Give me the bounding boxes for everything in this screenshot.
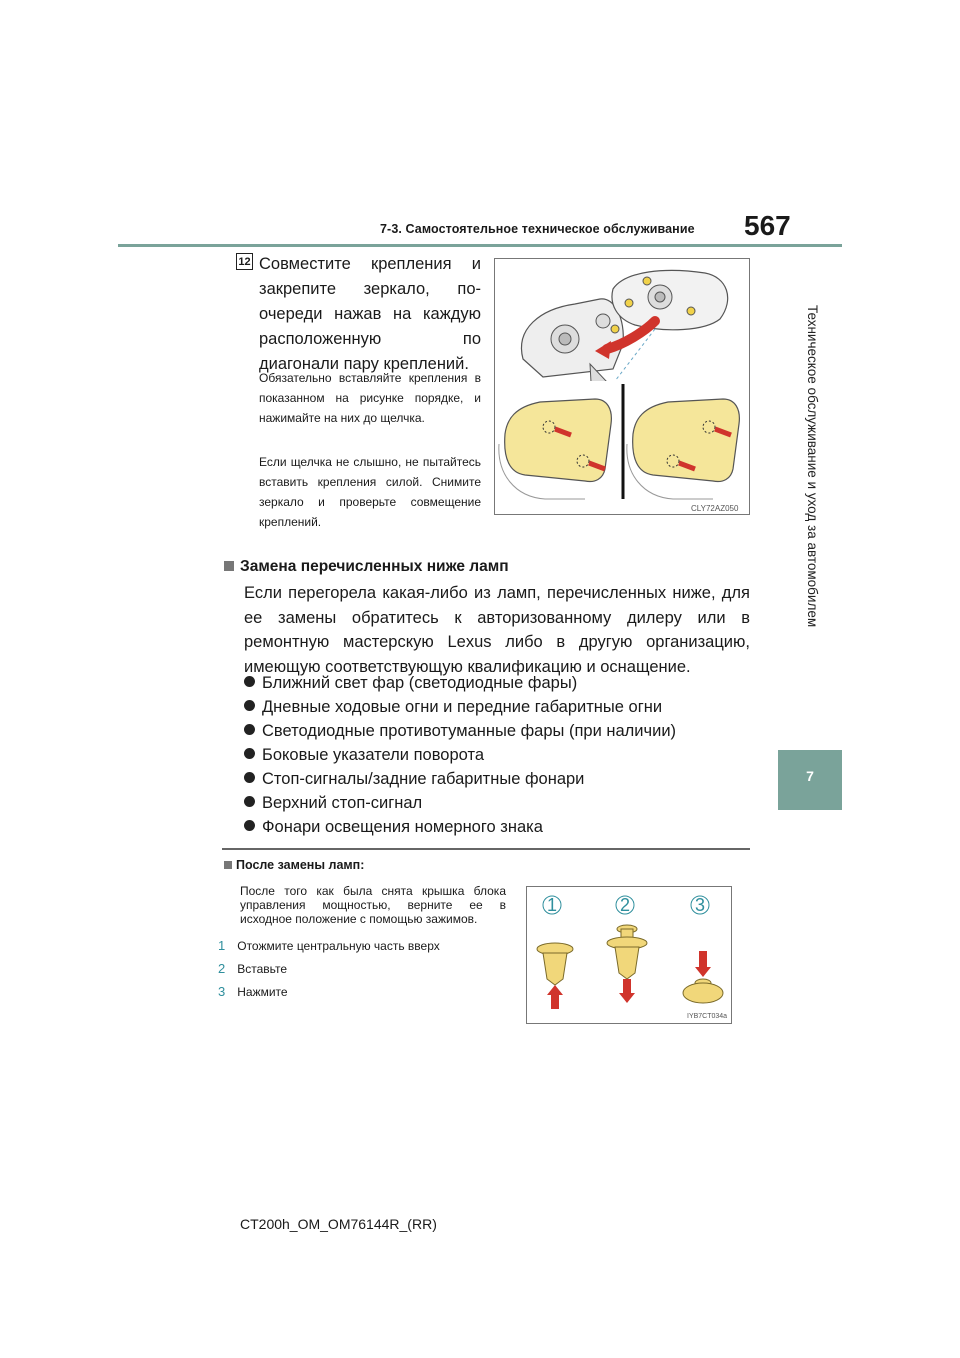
list-item (244, 674, 577, 693)
step-note: Обязательно вставляйте крепления в показанном на рисунке порядке, и нажимайте на них до щелчка. (259, 371, 481, 425)
list-item-text: Дневные ходовые огни и передние габаритные огни (262, 698, 663, 716)
bullet-icon (244, 748, 255, 759)
subsection-heading (224, 858, 364, 872)
list-item-text: Ближний свет фар (светодиодные фары) (262, 674, 578, 692)
step-instruction: Совместите крепления и закрепите зеркало, по-очереди нажав на каждую расположенную по диагонали пару креплений. (259, 255, 481, 373)
step-number-badge: 12 (236, 253, 253, 270)
step-note: Если щелчка не слышно, не пытайтесь вставить крепления силой. Снимите зеркало и проверьте совмещение креплений. (259, 455, 481, 529)
list-item (244, 794, 422, 813)
clip-illustration (527, 887, 731, 1023)
figure-step-number: 1 (547, 895, 558, 915)
chapter-side-title (790, 305, 830, 755)
figure-step-number: 3 (695, 895, 706, 915)
step-text: Нажмите (237, 985, 288, 999)
list-item-text: Верхний стоп-сигнал (262, 794, 423, 812)
after-step (218, 984, 288, 999)
after-step (218, 961, 287, 976)
step-number: 1 (218, 938, 226, 953)
list-item-text: Стоп-сигналы/задние габаритные фонари (262, 770, 585, 788)
lamps-heading-text: Замена перечисленных ниже ламп (240, 558, 509, 575)
square-bullet-icon (224, 861, 232, 869)
list-item (244, 722, 676, 741)
bullet-icon (244, 820, 255, 831)
list-item-text: Боковые указатели поворота (262, 746, 485, 764)
step-number: 2 (218, 961, 226, 976)
after-intro-text: После того как была снята крышка блока управления мощностью, верните ее в исходное положение с помощью зажимов. (240, 884, 506, 926)
list-item-text: Светодиодные противотуманные фары (при наличии) (262, 722, 677, 740)
figure-code: IYB7CT034a (687, 1013, 728, 1020)
bullet-icon (244, 772, 255, 783)
mirror-illustration (495, 259, 749, 514)
list-item (244, 746, 484, 765)
square-bullet-icon (224, 561, 234, 571)
section-heading (224, 558, 509, 576)
step-text: Отожмите центральную часть вверх (237, 939, 440, 953)
step-number: 3 (218, 984, 226, 999)
figure-code: CLY72AZ050 (691, 504, 739, 513)
bullet-icon (244, 676, 255, 687)
after-heading-text: После замены ламп: (236, 858, 365, 872)
page-number: 567 (744, 210, 791, 241)
section-title: 7-3. Самостоятельное техническое обслуживание (380, 222, 695, 236)
section-divider (222, 848, 750, 850)
document-code: CT200h_OM_OM76144R_(RR) (240, 1216, 437, 1232)
bullet-icon (244, 796, 255, 807)
chapter-number: 7 (806, 768, 814, 784)
header-rule (118, 244, 842, 247)
lamps-paragraph: Если перегорела какая-либо из ламп, перечисленных ниже, для ее замены обратитесь к авторизованному дилеру или в ремонтную мастерскую Lexus либо в другую организацию, имеющую соответствующую квалификацию и оснащение. (244, 584, 750, 676)
bullet-icon (244, 724, 255, 735)
clip-installation-figure (526, 886, 732, 1024)
after-step (218, 938, 440, 953)
list-item (244, 770, 584, 789)
bullet-icon (244, 700, 255, 711)
mirror-installation-figure (494, 258, 750, 515)
chapter-title-text: Техническое обслуживание и уход за автомобилем (805, 305, 820, 628)
list-item (244, 698, 662, 717)
figure-step-number: 2 (620, 895, 631, 915)
list-item-text: Фонари освещения номерного знака (262, 818, 543, 836)
step-text: Вставьте (237, 962, 287, 976)
list-item (244, 818, 543, 837)
